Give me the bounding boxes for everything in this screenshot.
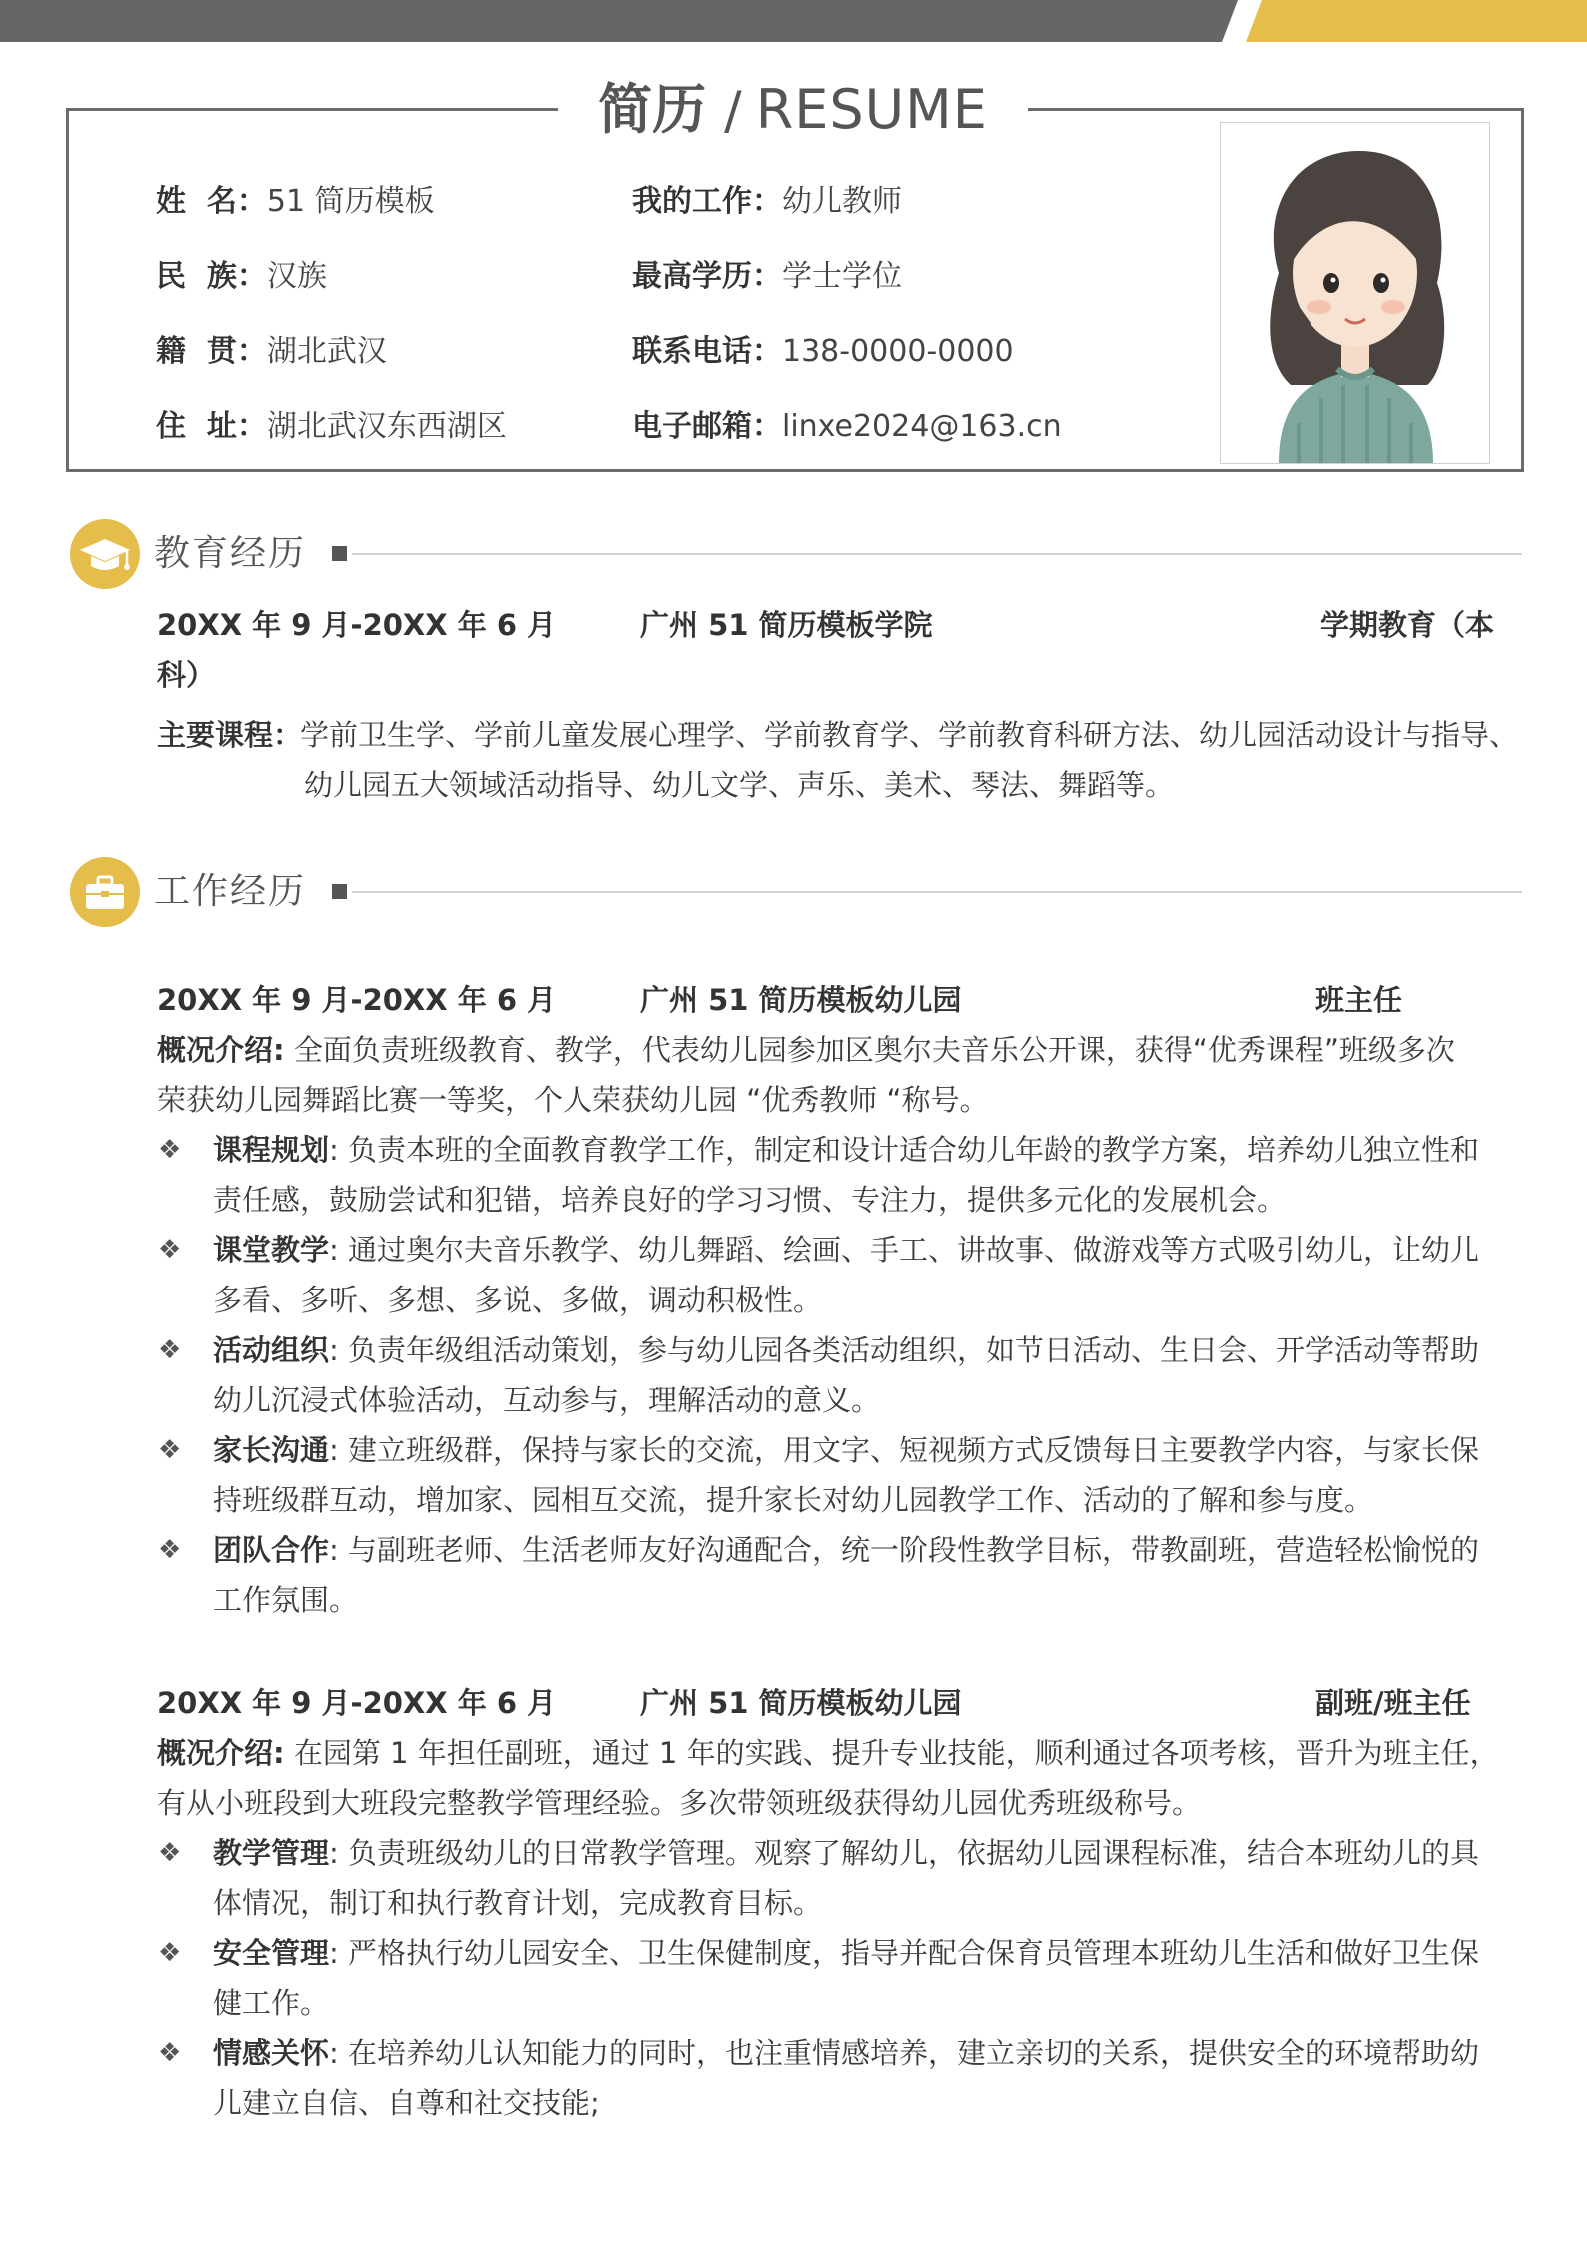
item-text: : 建立班级群，保持与家长的交流，用文字、短视频方式反馈每日主要教学内容，与家长保 — [329, 1433, 1480, 1467]
page-title: 简历 / RESUME — [558, 70, 1028, 150]
info-value: 学士学位 — [782, 259, 902, 294]
education-section-icon — [70, 519, 140, 589]
item-text: : 负责班级幼儿的日常教学管理。观察了解幼儿，依据幼儿园课程标准，结合本班幼儿的具 — [329, 1836, 1480, 1870]
info-phone — [632, 332, 1014, 372]
list-item — [213, 1325, 1479, 1375]
item-text: 体情况，制订和执行教育计划，完成教育目标。 — [213, 1886, 823, 1920]
courses-line: 学前卫生学、学前儿童发展心理学、学前教育学、学前教育科研方法、幼儿园活动设计与指导、 — [300, 718, 1519, 752]
summary-label: 概况介绍: — [157, 1736, 285, 1770]
info-job — [632, 182, 902, 222]
section-divider-line — [352, 553, 1522, 555]
item-title: 安全管理 — [213, 1936, 330, 1970]
profile-photo — [1220, 122, 1490, 464]
info-label: 最高学历： — [632, 259, 782, 294]
bullet-icon: ❖ — [158, 1335, 182, 1365]
info-value: 51 简历模板 — [266, 184, 435, 219]
bullet-icon: ❖ — [158, 1435, 182, 1465]
education-degree: 学期教育（本 — [1320, 608, 1495, 642]
info-label: 我的工作： — [632, 184, 782, 219]
info-label: 联系电话： — [632, 334, 782, 369]
info-degree — [632, 257, 902, 297]
item-text: 责任感，鼓励尝试和犯错，培养良好的学习习惯、专注力，提供多元化的发展机会。 — [213, 1183, 1287, 1217]
item-title: 课程规划 — [213, 1133, 330, 1167]
job-role: 班主任 — [1315, 983, 1403, 1017]
work-section-icon — [70, 857, 140, 927]
job-summary — [157, 1025, 1455, 1075]
courses-label: 主要课程： — [157, 718, 303, 752]
summary-text: 荣获幼儿园舞蹈比赛一等奖，个人荣获幼儿园 “优秀教师 “称号。 — [157, 1083, 989, 1117]
info-label: 籍 贯： — [156, 334, 267, 369]
item-text: 幼儿沉浸式体验活动，互动参与，理解活动的意义。 — [213, 1383, 881, 1417]
item-title: 活动组织 — [213, 1333, 330, 1367]
info-value: 湖北武汉东西湖区 — [266, 409, 507, 444]
item-text: : 负责年级组活动策划，参与幼儿园各类活动组织，如节日活动、生日会、开学活动等帮助 — [329, 1333, 1480, 1367]
info-label: 姓 名： — [156, 184, 267, 219]
top-decor-bar — [0, 0, 1587, 42]
summary-text: 有从小班段到大班段完整教学管理经验。多次带领班级获得幼儿园优秀班级称号。 — [157, 1786, 1202, 1820]
section-divider-line — [352, 891, 1522, 893]
education-section-title: 教育经历 — [154, 533, 307, 574]
item-text: 健工作。 — [213, 1986, 330, 2020]
item-title: 教学管理 — [213, 1836, 330, 1870]
bullet-icon: ❖ — [158, 2038, 182, 2068]
item-text: : 通过奥尔夫音乐教学、幼儿舞蹈、绘画、手工、讲故事、做游戏等方式吸引幼儿，让幼儿 — [329, 1233, 1480, 1267]
list-item — [213, 1828, 1479, 1878]
job-summary — [157, 1728, 1499, 1778]
job-period: 20XX 年 9 月-20XX 年 6 月 — [157, 1686, 557, 1720]
item-text: : 严格执行幼儿园安全、卫生保健制度，指导并配合保育员管理本班幼儿生活和做好卫生保 — [329, 1936, 1480, 1970]
info-ethnicity — [156, 257, 327, 297]
education-school: 广州 51 简历模板学院 — [640, 608, 933, 642]
list-item — [213, 1225, 1479, 1275]
education-period: 20XX 年 9 月-20XX 年 6 月 — [157, 608, 557, 642]
info-label: 电子邮箱： — [632, 409, 782, 444]
item-title: 家长沟通 — [213, 1433, 330, 1467]
list-item — [213, 1525, 1479, 1575]
info-email — [632, 407, 1062, 447]
courses-line: 幼儿园五大领域活动指导、幼儿文学、声乐、美术、琴法、舞蹈等。 — [304, 768, 1175, 802]
section-divider-marker — [332, 884, 347, 899]
briefcase-icon — [70, 857, 140, 927]
info-label: 民 族： — [156, 259, 267, 294]
list-item — [213, 1425, 1479, 1475]
item-text: 工作氛围。 — [213, 1583, 359, 1617]
bullet-icon: ❖ — [158, 1135, 182, 1165]
info-value: 汉族 — [266, 259, 327, 294]
info-value: 138-0000-0000 — [782, 334, 1014, 369]
bullet-icon: ❖ — [158, 1938, 182, 1968]
bullet-icon: ❖ — [158, 1535, 182, 1565]
section-divider-marker — [332, 546, 347, 561]
summary-label: 概况介绍: — [157, 1033, 285, 1067]
item-text: 持班级群互动，增加家、园相互交流，提升家长对幼儿园教学工作、活动的了解和参与度。 — [213, 1483, 1374, 1517]
job-org: 广州 51 简历模板幼儿园 — [640, 1686, 962, 1720]
list-item — [213, 1928, 1479, 1978]
info-origin — [156, 332, 387, 372]
info-value: linxe2024@163.cn — [782, 409, 1062, 444]
list-item — [213, 2028, 1479, 2078]
info-value: 湖北武汉 — [266, 334, 387, 369]
info-label: 住 址： — [156, 409, 267, 444]
avatar-illustration — [1221, 123, 1489, 463]
bullet-icon: ❖ — [158, 1838, 182, 1868]
job-role: 副班/班主任 — [1315, 1686, 1471, 1720]
summary-text: 在园第 1 年担任副班，通过 1 年的实践、提升专业技能，顺利通过各项考核，晋升为班主任， — [293, 1736, 1499, 1770]
work-section-title: 工作经历 — [154, 871, 307, 912]
item-title: 情感关怀 — [213, 2036, 330, 2070]
item-text: : 负责本班的全面教育教学工作，制定和设计适合幼儿年龄的教学方案，培养幼儿独立性和 — [329, 1133, 1480, 1167]
item-text: 多看、多听、多想、多说、多做，调动积极性。 — [213, 1283, 823, 1317]
item-title: 团队合作 — [213, 1533, 330, 1567]
job-period: 20XX 年 9 月-20XX 年 6 月 — [157, 983, 557, 1017]
list-item — [213, 1125, 1479, 1175]
graduation-cap-icon — [70, 519, 140, 589]
item-text: 儿建立自信、自尊和社交技能; — [213, 2086, 600, 2120]
education-degree-cont: 科） — [157, 658, 216, 692]
item-title: 课堂教学 — [213, 1233, 330, 1267]
info-value: 幼儿教师 — [782, 184, 902, 219]
info-name — [156, 182, 435, 222]
bullet-icon: ❖ — [158, 1235, 182, 1265]
info-address — [156, 407, 507, 447]
item-text: : 与副班老师、生活老师友好沟通配合，统一阶段性教学目标，带教副班，营造轻松愉悦的 — [329, 1533, 1480, 1567]
summary-text: 全面负责班级教育、教学，代表幼儿园参加区奥尔夫音乐公开课，获得“优秀课程”班级多次 — [293, 1033, 1455, 1067]
job-org: 广州 51 简历模板幼儿园 — [640, 983, 962, 1017]
item-text: : 在培养幼儿认知能力的同时，也注重情感培养，建立亲切的关系，提供安全的环境帮助幼 — [329, 2036, 1480, 2070]
